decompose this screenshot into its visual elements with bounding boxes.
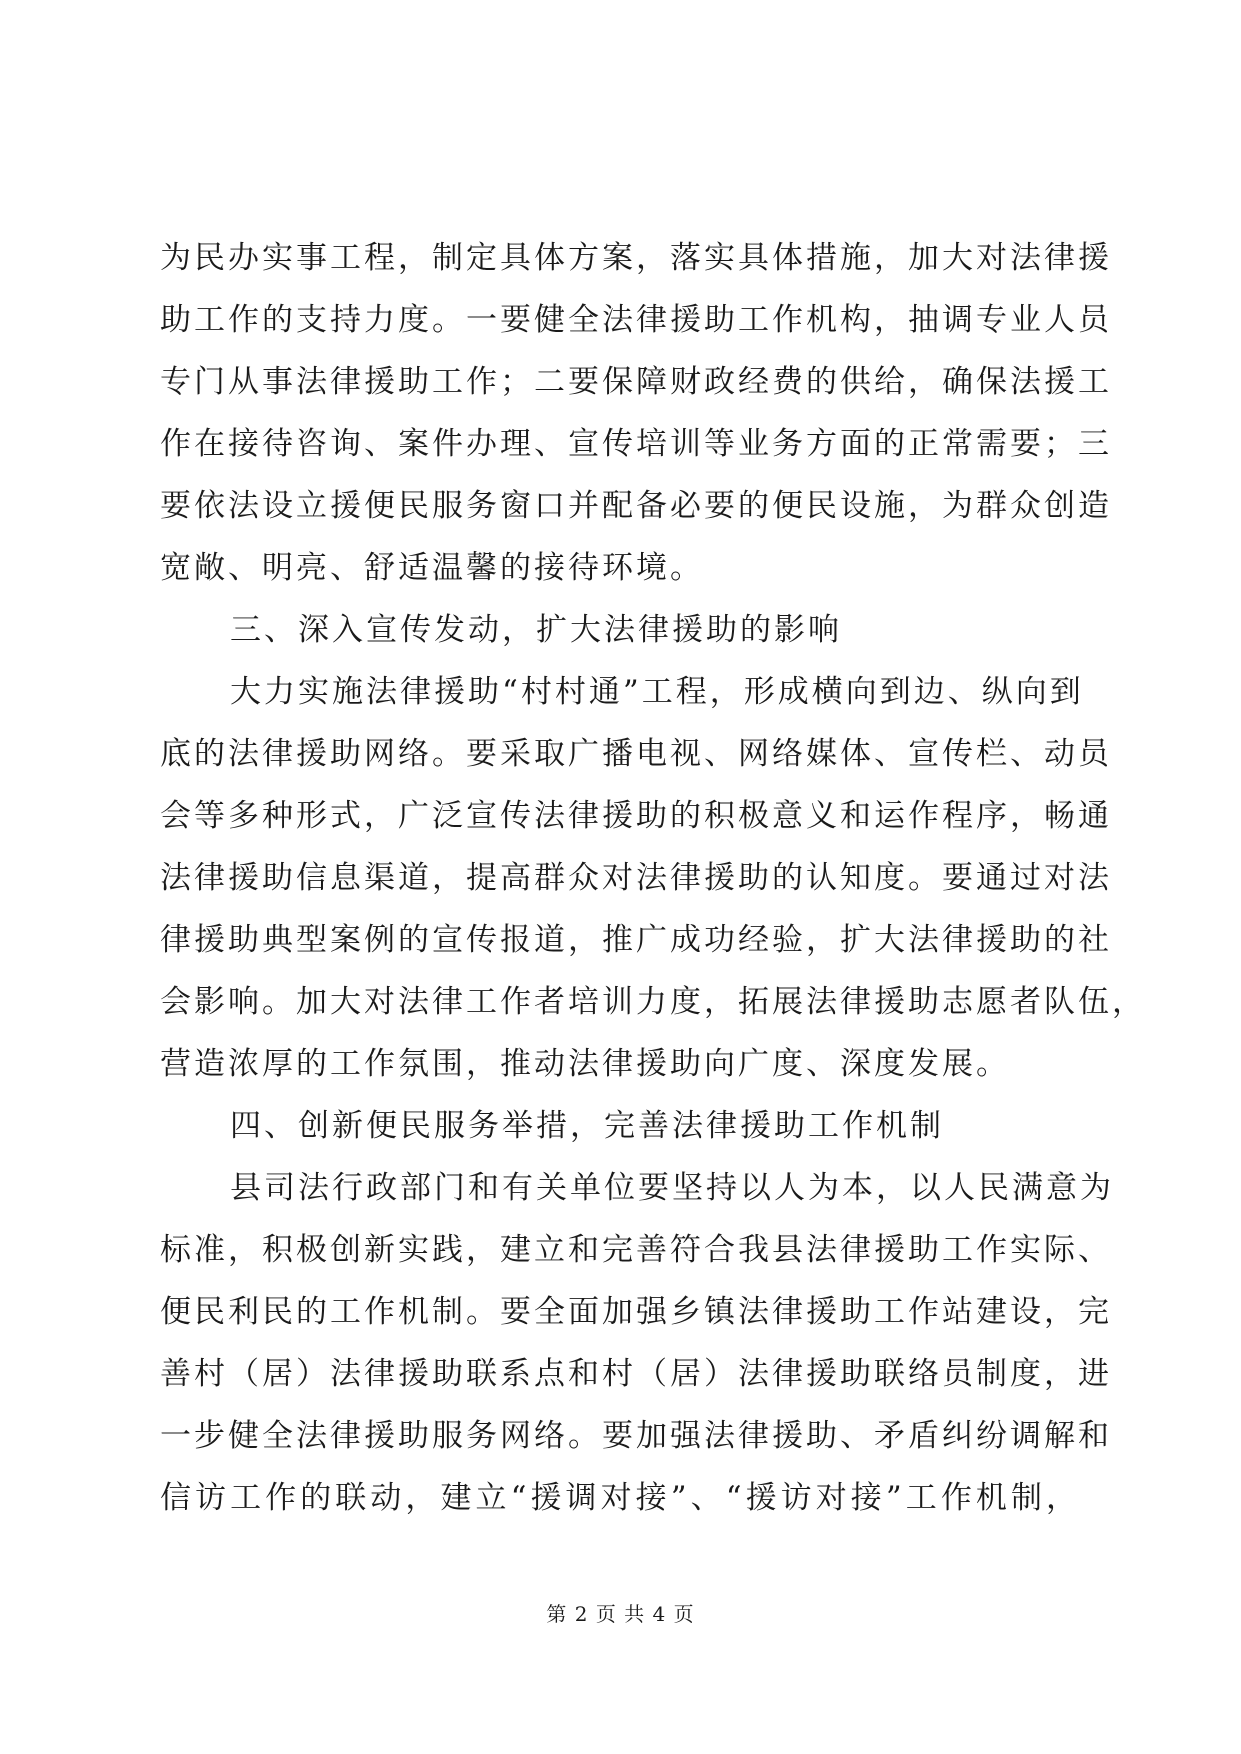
text-line: 县司法行政部门和有关单位要坚持以人为本，以人民满意为: [230, 1170, 1114, 1206]
text-line: 作在接待咨询、案件办理、宣传培训等业务方面的正常需要；三: [160, 426, 1112, 462]
text-line: 标准，积极创新实践，建立和完善符合我县法律援助工作实际、: [160, 1232, 1112, 1268]
text-line: 为民办实事工程，制定具体方案，落实具体措施，加大对法律援: [160, 240, 1112, 276]
text-line: 一步健全法律援助服务网络。要加强法律援助、矛盾纠纷调解和: [160, 1418, 1112, 1454]
text-line: 底的法律援助网络。要采取广播电视、网络媒体、宣传栏、动员: [160, 736, 1112, 772]
text-line: 法律援助信息渠道，提高群众对法律援助的认知度。要通过对法: [160, 860, 1112, 896]
text-line: 会影响。加大对法律工作者培训力度，拓展法律援助志愿者队伍，: [160, 984, 1146, 1020]
section-heading: 三、深入宣传发动，扩大法律援助的影响: [230, 612, 842, 648]
text-line: 信访工作的联动，建立“援调对接”、“援访对接”工作机制，: [160, 1480, 1080, 1516]
text-line: 专门从事法律援助工作；二要保障财政经费的供给，确保法援工: [160, 364, 1112, 400]
text-line: 营造浓厚的工作氛围，推动法律援助向广度、深度发展。: [160, 1046, 1010, 1082]
section-heading: 四、创新便民服务举措，完善法律援助工作机制: [230, 1108, 944, 1144]
text-line: 善村（居）法律援助联系点和村（居）法律援助联络员制度，进: [160, 1356, 1112, 1392]
body-text: [160, 227, 1146, 1529]
text-line: 律援助典型案例的宣传报道，推广成功经验，扩大法律援助的社: [160, 922, 1112, 958]
text-line: 大力实施法律援助“村村通”工程，形成横向到边、纵向到: [230, 674, 1084, 710]
text-line: 会等多种形式，广泛宣传法律援助的积极意义和运作程序，畅通: [160, 798, 1112, 834]
text-line: 便民利民的工作机制。要全面加强乡镇法律援助工作站建设，完: [160, 1294, 1112, 1330]
text-line: 要依法设立援便民服务窗口并配备必要的便民设施，为群众创造: [160, 488, 1112, 524]
text-line: 宽敞、明亮、舒适温馨的接待环境。: [160, 550, 704, 586]
text-line: 助工作的支持力度。一要健全法律援助工作机构，抽调专业人员: [160, 302, 1112, 338]
page-number-footer: 第 2 页 共 4 页: [546, 1602, 695, 1626]
